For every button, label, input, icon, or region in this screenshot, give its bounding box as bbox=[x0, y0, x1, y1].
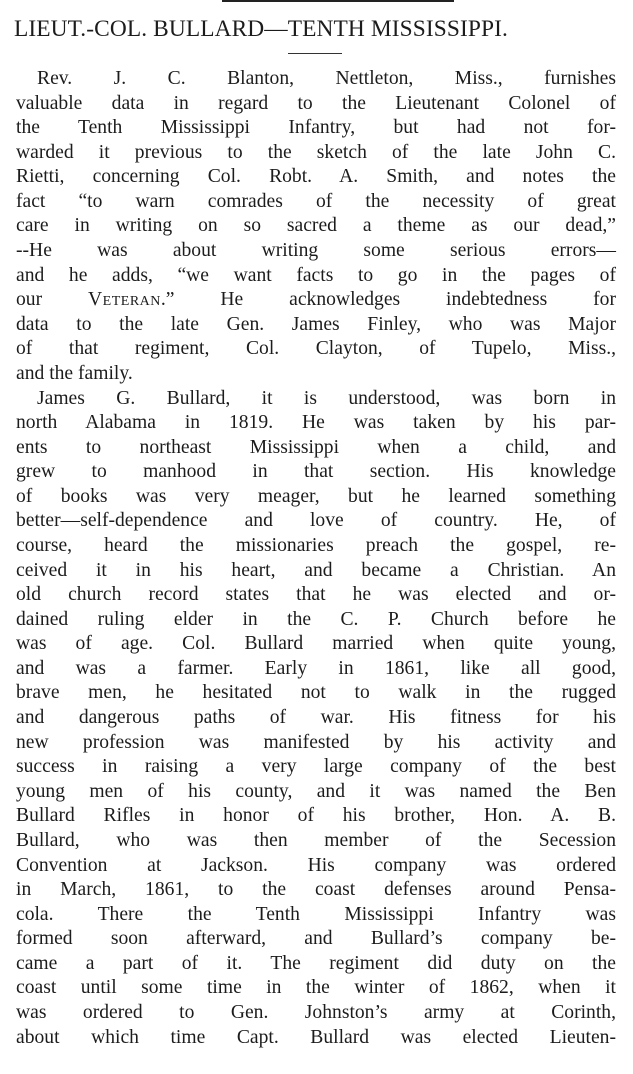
text-line: was ordered to Gen. Johnston’s army at Corinth, bbox=[16, 1001, 616, 1023]
text-line: young men of his county, and it was named the Ben bbox=[16, 780, 616, 802]
text-line: the Tenth Mississippi Infantry, but had not for- bbox=[16, 117, 616, 139]
text-line: Convention at Jackson. His company was ordered bbox=[16, 854, 616, 876]
text-line: warded it previous to the sketch of the late John C. bbox=[16, 141, 616, 163]
paragraph-2 bbox=[16, 387, 616, 1051]
text-line: old church record states that he was elected and or- bbox=[16, 584, 616, 606]
text-line: course, heard the missionaries preach the gospel, re- bbox=[16, 534, 616, 556]
article-body bbox=[16, 67, 616, 1050]
text-line: our Veteran.” He acknowledges indebtedness for bbox=[16, 289, 616, 311]
text-line: and was a farmer. Early in 1861, like all good, bbox=[16, 657, 616, 679]
text-line: dained ruling elder in the C. P. Church before he bbox=[16, 608, 616, 630]
text-line: was of age. Col. Bullard married when quite young, bbox=[16, 633, 616, 655]
text-line: brave men, he hesitated not to walk in the rugged bbox=[16, 682, 616, 704]
text-line: came a part of it. The regiment did duty on the bbox=[16, 952, 616, 974]
text-line: new profession was manifested by his activity and bbox=[16, 731, 616, 753]
text-line: and the family. bbox=[16, 362, 133, 384]
text-line: ceived it in his heart, and became a Christian. An bbox=[16, 559, 616, 581]
text-line: and he adds, “we want facts to go in the pages of bbox=[16, 264, 616, 286]
text-line: grew to manhood in that section. His knowledge bbox=[16, 461, 616, 483]
text-line: ents to northeast Mississippi when a child, and bbox=[16, 436, 616, 458]
text-line: Rietti, concerning Col. Robt. A. Smith, and notes the bbox=[16, 166, 616, 188]
text-line: Bullard, who was then member of the Secession bbox=[16, 829, 616, 851]
text-line: care in writing on so sacred a theme as our dead,” bbox=[16, 215, 616, 237]
text-line: valuable data in regard to the Lieutenant Colonel of bbox=[16, 92, 616, 114]
top-rule bbox=[222, 0, 454, 2]
text-line: Bullard Rifles in honor of his brother, Hon. A. B. bbox=[16, 805, 616, 827]
paragraph-1 bbox=[16, 67, 616, 387]
text-line: James G. Bullard, it is understood, was born in bbox=[37, 387, 616, 409]
text-line: data to the late Gen. James Finley, who was Major bbox=[16, 313, 616, 335]
text-line: north Alabama in 1819. He was taken by his par- bbox=[16, 412, 616, 434]
text-line: --He was about writing some serious errors— bbox=[16, 240, 616, 262]
text-line: and dangerous paths of war. His fitness for his bbox=[16, 707, 616, 729]
text-line: better—self-dependence and love of country. He, of bbox=[16, 510, 616, 532]
magazine-name: Veteran bbox=[88, 289, 161, 311]
text-line: cola. There the Tenth Mississippi Infantry was bbox=[16, 903, 616, 925]
text-line: of books was very meager, but he learned something bbox=[16, 485, 616, 507]
headline-divider bbox=[288, 53, 342, 54]
text-line: fact “to warn comrades of the necessity of great bbox=[16, 190, 616, 212]
text-line: in March, 1861, to the coast defenses around Pensa- bbox=[16, 879, 616, 901]
text-line: of that regiment, Col. Clayton, of Tupelo, Miss., bbox=[16, 338, 616, 360]
text-line: coast until some time in the winter of 1862, when it bbox=[16, 977, 616, 999]
text-line: success in raising a very large company of the best bbox=[16, 756, 616, 778]
text-line: Rev. J. C. Blanton, Nettleton, Miss., furnishes bbox=[37, 68, 616, 89]
text-line: about which time Capt. Bullard was elected Lieuten- bbox=[16, 1026, 616, 1048]
article-headline: LIEUT.-COL. BULLARD—TENTH MISSISSIPPI. bbox=[14, 16, 508, 42]
text-line: formed soon afterward, and Bullard’s company be- bbox=[16, 928, 616, 950]
